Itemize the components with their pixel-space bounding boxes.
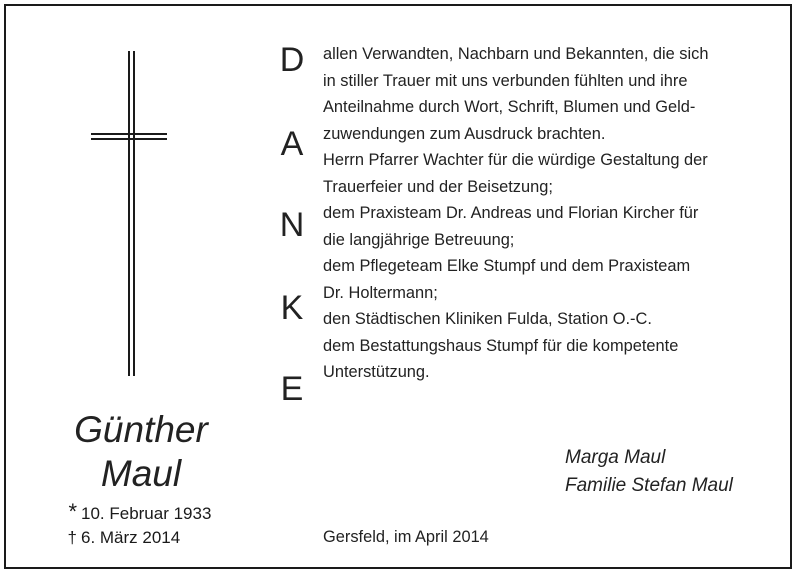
paragraph: dem Bestattungshaus Stumpf für die kompetente Unterstützung. <box>323 336 679 381</box>
paragraph: dem Praxisteam Dr. Andreas und Florian Kircher für die langjährige Betreuung; <box>323 204 699 249</box>
birth-row <box>51 500 241 526</box>
birth-date: 10. Februar 1933 <box>81 504 212 523</box>
paragraph: Herrn Pfarrer Wachter für die würdige Gestaltung der Trauerfeier und der Beisetzung; <box>323 151 708 196</box>
last-name: Maul <box>100 453 182 494</box>
signature-line: Marga Maul <box>565 447 666 468</box>
thanks-text <box>323 41 783 386</box>
deceased-name <box>46 408 236 496</box>
danke-letter: E <box>280 370 304 408</box>
paragraph: dem Pflegeteam Elke Stumpf und dem Praxisteam Dr. Holtermann; <box>323 257 691 302</box>
life-dates <box>51 500 241 550</box>
death-date: 6. März 2014 <box>81 528 181 547</box>
death-dagger-icon: † <box>67 528 77 547</box>
paragraph: den Städtischen Kliniken Fulda, Station O.-C. <box>323 310 652 328</box>
paragraph: allen Verwandten, Nachbarn und Bekannten, die sich in stiller Trauer mit uns verbunden fühlten und ihre Anteilnahme durch Wort, Schrift, Blumen und Geld- zuwendungen zum Ausdruck brachten. <box>323 45 709 143</box>
obituary-card <box>4 4 792 569</box>
danke-letter: A <box>280 125 304 163</box>
danke-letter: K <box>280 289 304 327</box>
signature-line: Familie Stefan Maul <box>565 475 733 496</box>
place-date: Gersfeld, im April 2014 <box>323 528 489 546</box>
birth-star-icon: * <box>68 499 77 524</box>
death-row <box>51 526 241 550</box>
cross-icon <box>91 51 171 381</box>
danke-letter: D <box>279 41 305 79</box>
first-name: Günther <box>74 409 208 450</box>
danke-letter: N <box>279 206 305 244</box>
signature <box>565 444 733 500</box>
